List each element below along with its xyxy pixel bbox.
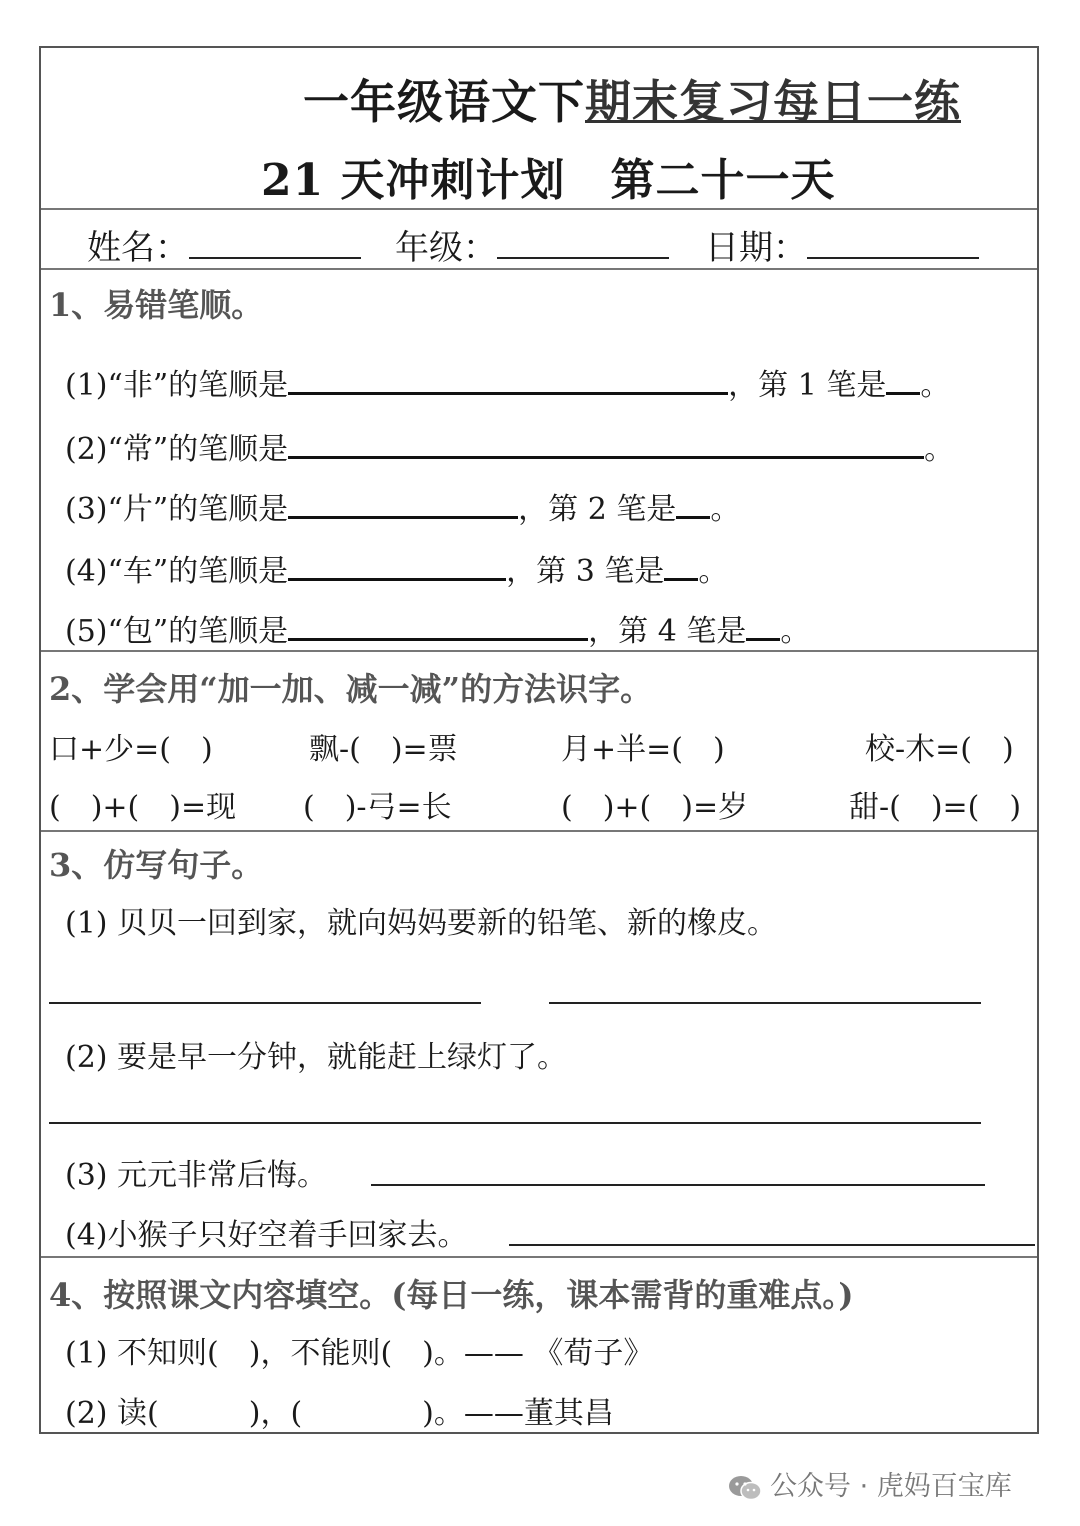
divider: [41, 268, 1037, 270]
page-subtitle: 21 天冲刺计划 第二十一天: [261, 155, 836, 206]
recite-line-1: (1) 不知则( )，不能则( )。—— 《荀子》: [65, 1336, 654, 1371]
char-eq-6: ( )-弓=长: [303, 790, 452, 825]
char-eq-3: 月+半=( ): [561, 732, 725, 767]
sentence-4: (4)小猴子只好空着手回家去。: [65, 1218, 468, 1253]
divider: [41, 1256, 1037, 1258]
answer-line: [371, 1184, 985, 1186]
grade-field: 年级：: [395, 220, 669, 269]
answer-line: [509, 1244, 1035, 1246]
answer-line: [549, 1002, 981, 1004]
answer-line: [49, 1002, 481, 1004]
watermark: 公众号 · 虎妈百宝库: [728, 1464, 1012, 1503]
worksheet: [39, 46, 1039, 1434]
sentence-2: (2) 要是早一分钟，就能赶上绿灯了。: [65, 1040, 568, 1075]
char-eq-7: ( )+( )=岁: [561, 790, 749, 825]
char-eq-5: ( )+( )=现: [49, 790, 237, 825]
divider: [41, 650, 1037, 652]
char-eq-1: 口+少=( ): [49, 732, 213, 767]
sentence-3: (3) 元元非常后悔。: [65, 1158, 328, 1193]
stroke-question-3: (3)“片”的笔顺是 ，第 2 笔是 。: [65, 492, 741, 527]
divider: [41, 208, 1037, 210]
sentence-1: (1) 贝贝一回到家，就向妈妈要新的铅笔、新的橡皮。: [65, 906, 778, 941]
recite-line-2: (2) 读( )，( )。——董其昌: [65, 1396, 614, 1431]
stroke-question-2: (2)“常”的笔顺是 。: [65, 432, 955, 467]
stroke-question-4: (4)“车”的笔顺是 ，第 3 笔是 。: [65, 554, 729, 589]
stroke-question-1: (1)“非”的笔顺是 ，第 1 笔是 。: [65, 368, 951, 403]
section-2-heading: 2、学会用“加一加、减一减”的方法识字。: [49, 670, 653, 708]
char-eq-4: 校-木=( ): [865, 732, 1014, 767]
section-4-heading: 4、按照课文内容填空。(每日一练，课本需背的重难点。): [49, 1276, 854, 1314]
section-1-heading: 1、易错笔顺。: [49, 286, 264, 324]
char-eq-8: 甜-( )=( ): [849, 790, 1022, 825]
char-eq-2: 飘-( )=票: [309, 732, 458, 767]
stroke-question-5: (5)“包”的笔顺是 ，第 4 笔是 。: [65, 614, 811, 649]
page-title: 一年级语文下期末复习每日一练: [303, 75, 961, 129]
answer-line: [49, 1122, 981, 1124]
wechat-icon: [728, 1475, 762, 1501]
name-field: 姓名：: [87, 220, 361, 269]
divider: [41, 830, 1037, 832]
date-field: 日期：: [705, 220, 979, 269]
section-3-heading: 3、仿写句子。: [49, 846, 264, 884]
